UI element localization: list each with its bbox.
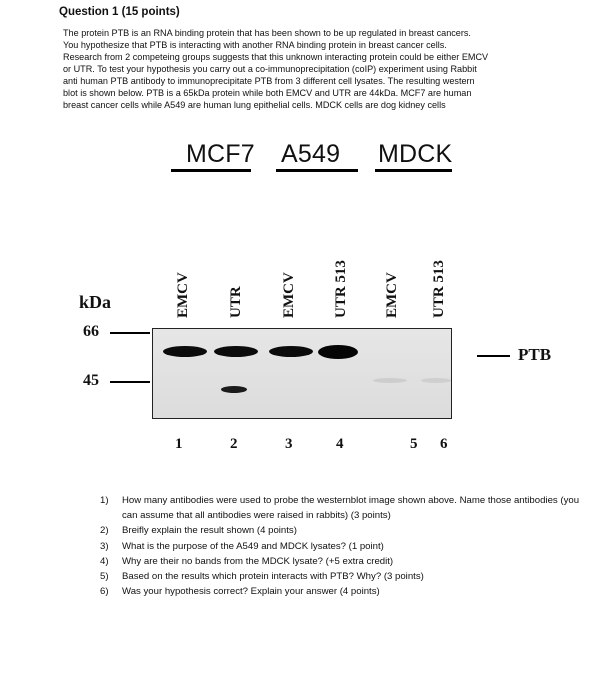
marker-45: 45 bbox=[83, 372, 99, 389]
question-text: Why are their no bands from the MDCK lysate? (+5 extra credit) bbox=[122, 555, 394, 567]
mdck-underline bbox=[375, 169, 452, 172]
lane-number-1: 1 bbox=[175, 436, 183, 452]
band-lane-4-ptb bbox=[318, 345, 358, 359]
intro-line: Research from 2 competeing groups suggests that this unknown interacting protein could be either EMCV bbox=[63, 52, 489, 62]
intro-line: The protein PTB is an RNA binding protein that has been shown to be up regulated in breast cancers. bbox=[63, 28, 471, 38]
question-text: What is the purpose of the A549 and MDCK lysates? (1 point) bbox=[122, 540, 384, 552]
cell-line-mdck: MDCK bbox=[378, 140, 453, 168]
question-list bbox=[100, 493, 580, 599]
question-number: 4) bbox=[100, 555, 109, 567]
cell-line-mcf7: MCF7 bbox=[186, 140, 255, 168]
lane-label-3: EMCV bbox=[281, 272, 297, 318]
list-item bbox=[100, 493, 580, 523]
band-lane-5-faint bbox=[373, 378, 407, 383]
intro-line: breast cancer cells while A549 are human lung epithelial cells. MDCK cells are dog kidney cells bbox=[63, 100, 446, 110]
lane-label-4: UTR 513 bbox=[333, 260, 349, 318]
lane-number-3: 3 bbox=[285, 436, 293, 452]
marker-45-tick bbox=[110, 381, 150, 383]
band-lane-2-ptb bbox=[214, 346, 258, 357]
question-text: Was your hypothesis correct? Explain your answer (4 points) bbox=[122, 586, 380, 598]
lane-number-4: 4 bbox=[336, 436, 344, 452]
band-lane-3-ptb bbox=[269, 346, 313, 357]
list-item bbox=[100, 584, 580, 599]
intro-line: or UTR. To test your hypothesis you carry out a co-immunoprecipitation (coIP) experiment using Rabbit bbox=[63, 64, 477, 74]
lane-label-5: EMCV bbox=[384, 272, 400, 318]
question-text: Based on the results which protein interacts with PTB? Why? (3 points) bbox=[122, 571, 424, 583]
list-item bbox=[100, 569, 580, 584]
cell-line-a549: A549 bbox=[281, 140, 341, 168]
lane-label-1: EMCV bbox=[175, 272, 191, 318]
a549-underline bbox=[276, 169, 358, 172]
western-blot bbox=[152, 328, 452, 419]
question-text: How many antibodies were used to probe the westernblot image shown above. Name those antibodies (you can assume that all antibodies were raised in rabbits) (3 points) bbox=[122, 495, 580, 522]
marker-66: 66 bbox=[83, 323, 99, 340]
intro-line: anti human PTB antibody to immunoprecipitate PTB from 3 different cell lysates. The resulting western bbox=[63, 76, 475, 86]
question-title: Question 1 (15 points) bbox=[59, 6, 180, 18]
band-lane-2-utr bbox=[221, 386, 247, 393]
lane-label-6: UTR 513 bbox=[431, 260, 447, 318]
intro-line: You hypothesize that PTB is interacting with another RNA binding protein in breast cancer cells. bbox=[63, 40, 447, 50]
kda-label: kDa bbox=[79, 292, 112, 312]
question-number: 2) bbox=[100, 525, 109, 537]
question-number: 5) bbox=[100, 571, 109, 583]
band-lane-6-faint bbox=[421, 378, 451, 383]
question-text: Breifly explain the result shown (4 points) bbox=[122, 525, 297, 537]
question-number: 3) bbox=[100, 540, 109, 552]
intro-paragraph bbox=[63, 27, 573, 111]
ptb-band-label: PTB bbox=[518, 345, 552, 364]
lane-number-5: 5 bbox=[410, 436, 418, 452]
mcf7-underline bbox=[171, 169, 251, 172]
lane-label-2: UTR bbox=[228, 286, 244, 318]
list-item bbox=[100, 539, 580, 554]
question-number: 6) bbox=[100, 586, 109, 598]
list-item bbox=[100, 523, 580, 538]
list-item bbox=[100, 554, 580, 569]
lane-number-2: 2 bbox=[230, 436, 238, 452]
intro-line: blot is shown below. PTB is a 65kDa protein while both EMCV and UTR are 44kDa. MCF7 are human bbox=[63, 88, 472, 98]
lane-number-6: 6 bbox=[440, 436, 448, 452]
question-number: 1) bbox=[100, 495, 109, 506]
ptb-pointer-line bbox=[477, 355, 510, 357]
marker-66-tick bbox=[110, 332, 150, 334]
band-lane-1-ptb bbox=[163, 346, 207, 357]
